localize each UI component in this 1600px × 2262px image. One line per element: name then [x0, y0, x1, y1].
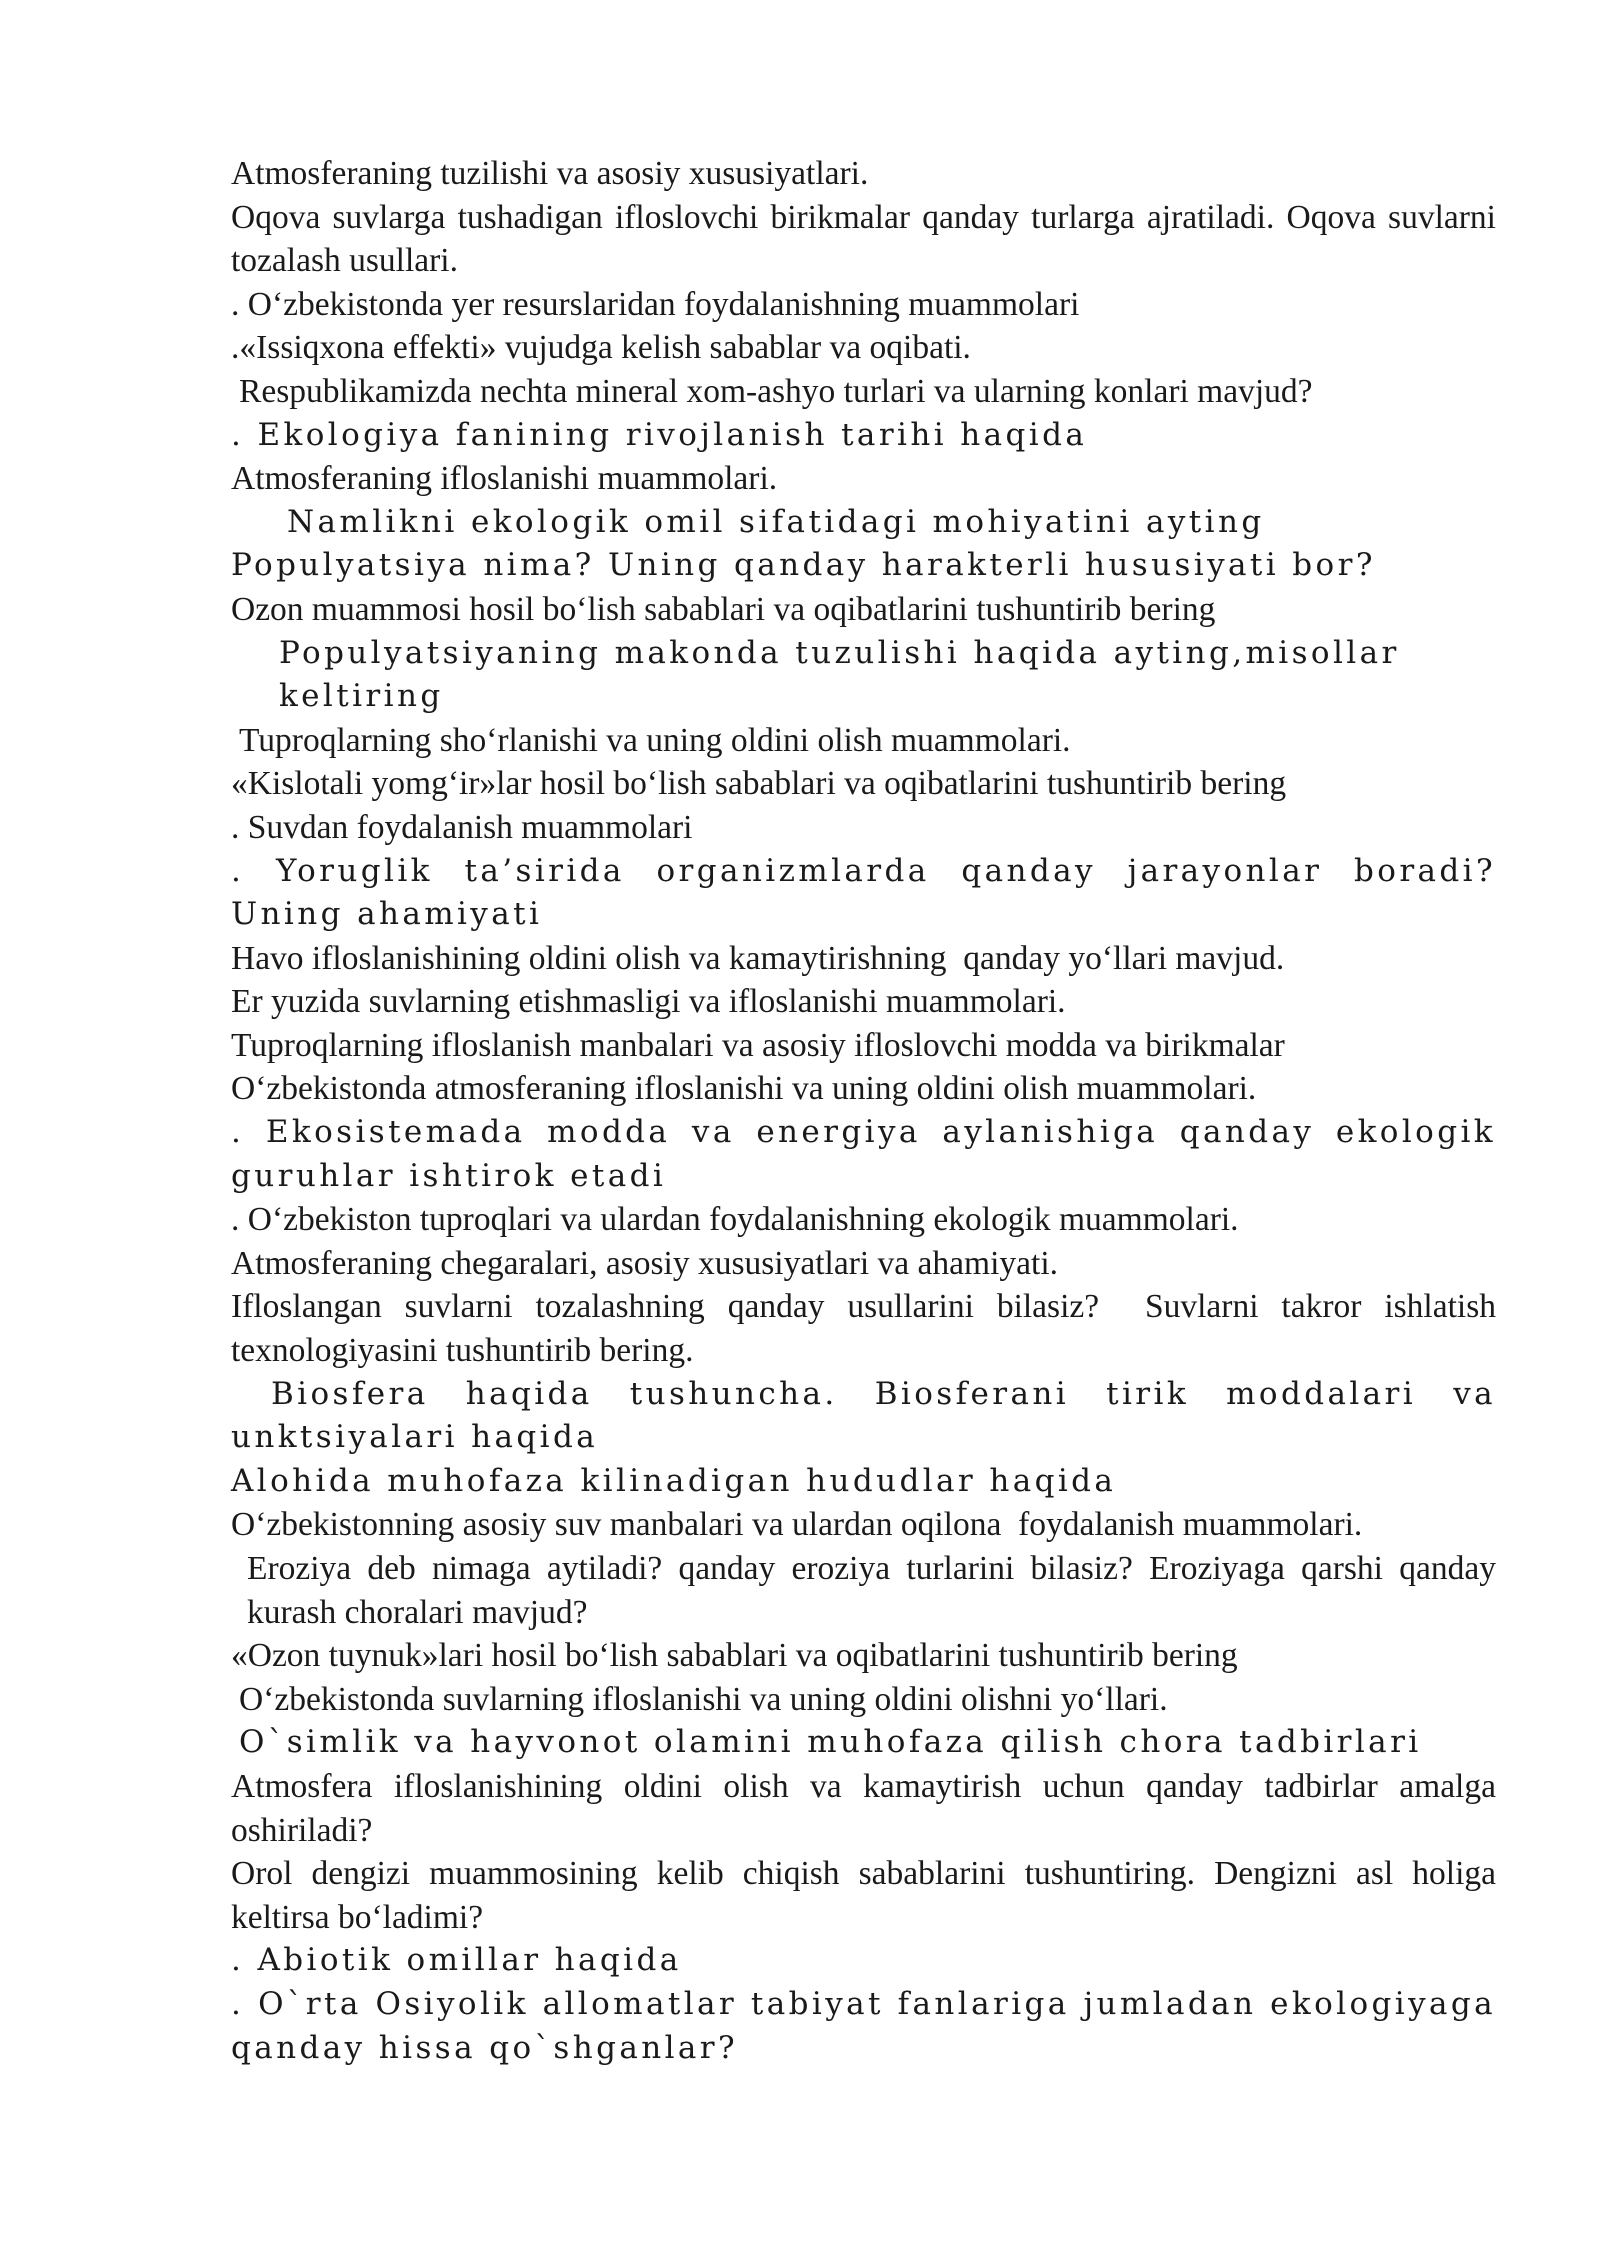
- text-line: .«Issiqxona effekti» vujudga kelish sabablar va oqibati.: [231, 329, 971, 367]
- text-line: Havo ifloslanishining oldini olish va kamaytirishning qanday yo‘llari mavjud.: [231, 939, 1285, 977]
- text-line: Populyatsiyaning makonda tuzulishi haqida ayting,misollar keltiring: [279, 634, 1413, 715]
- text-line: . O‘zbekistonda yer resurslaridan foydalanishning muammolari: [231, 285, 1080, 323]
- text-line: . Abiotik omillar haqida: [231, 1942, 682, 1979]
- text-line: Atmosferaning ifloslanishi muammolari.: [231, 460, 778, 498]
- text-line: Atmosferaning chegaralari, asosiy xususiyatlari va ahamiyati.: [231, 1244, 1058, 1282]
- text-line: Atmosferaning tuzilishi va asosiy xususiyatlari.: [231, 155, 869, 192]
- text-line: O‘zbekistonda suvlarning ifloslanishi va uning oldini olishni yo‘llari.: [239, 1680, 1168, 1718]
- text-line: . O‘zbekiston tuproqlari va ulardan foydalanishning ekologik muammolari.: [231, 1201, 1239, 1239]
- text-line: O‘zbekistonning asosiy suv manbalari va ulardan oqilona foydalanish muammolari.: [231, 1506, 1363, 1544]
- text-line: Respublikamizda nechta mineral xom-ashyo turlari va ularning konlari mavjud?: [239, 372, 1313, 410]
- text-line: Ozon muammosi hosil bo‘lish sabablari va oqibatlarini tushuntirib bering: [231, 590, 1216, 628]
- text-line: Tuproqlarning ifloslanish manbalari va asosiy ifloslovchi modda va birikmalar: [231, 1026, 1285, 1064]
- text-line: Oqova suvlarga tushadigan ifloslovchi birikmalar qanday turlarga ajratiladi. Oqova suvlarni tozalash usullari.: [231, 198, 1513, 280]
- text-line: Eroziya deb nimaga aytiladi? qanday eroziya turlarini bilasiz? Eroziyaga qarshi qanday kurash choralari mavjud?: [247, 1550, 1505, 1631]
- text-line: Er yuzida suvlarning etishmasligi va ifloslanishi muammolari.: [231, 983, 1066, 1021]
- text-line: Orol dengizi muammosining kelib chiqish sabablarini tushuntiring. Dengizni asl holiga keltirsa bo‘ladimi?: [231, 1855, 1505, 1936]
- text-line: . Suvdan foydalanish muammolari: [231, 808, 693, 846]
- text-line: «Kislotali yomg‘ir»lar hosil bo‘lish sabablari va oqibatlarini tushuntirib bering: [231, 765, 1287, 803]
- text-line: . Ekologiya fanining rivojlanish tarihi haqida: [231, 416, 1088, 453]
- text-line: . Ekosistemada modda va energiya aylanishiga qanday ekologik guruhlar ishtirok etadi: [231, 1114, 1510, 1194]
- text-line: Atmosfera ifloslanishining oldini olish va kamaytirish uchun qanday tadbirlar amalga oshiriladi?: [231, 1767, 1505, 1849]
- text-line: unktsiyalari haqida: [231, 1419, 599, 1456]
- text-line: Biosfera haqida tushuncha. Biosferani tirik moddalari va: [271, 1375, 1496, 1412]
- text-line: . O`rta Osiyolik allomatlar tabiyat fanlariga jumladan ekologiyaga qanday hissa qo`shganlar?: [231, 1985, 1510, 2066]
- text-line: Ifloslangan suvlarni tozalashning qanday usullarini bilasiz? Suvlarni takror ishlatish texnologiyasini tushuntirib bering.: [231, 1288, 1505, 1370]
- text-line: . Yoruglik ta’sirida organizmlarda qanday jarayonlar boradi? Uning ahamiyati: [231, 852, 1510, 933]
- text-line: «Ozon tuynuk»lari hosil bo‘lish sabablari va oqibatlarini tushuntirib bering: [231, 1637, 1238, 1675]
- text-line: Tuproqlarning sho‘rlanishi va uning oldini olish muammolari.: [239, 721, 1071, 759]
- document-page: [231, 152, 1513, 2070]
- text-line: Namlikni ekologik omil sifatidagi mohiyatini ayting: [287, 503, 1265, 540]
- text-line: Alohida muhofaza kilinadigan hududlar haqida: [231, 1462, 1117, 1499]
- text-line: O`simlik va hayvonot olamini muhofaza qilish chora tadbirlari: [239, 1724, 1422, 1761]
- text-line: O‘zbekistonda atmosferaning ifloslanishi va uning oldini olish muammolari.: [231, 1070, 1257, 1108]
- text-line: Populyatsiya nima? Uning qanday harakterli hususiyati bor?: [231, 547, 1376, 584]
